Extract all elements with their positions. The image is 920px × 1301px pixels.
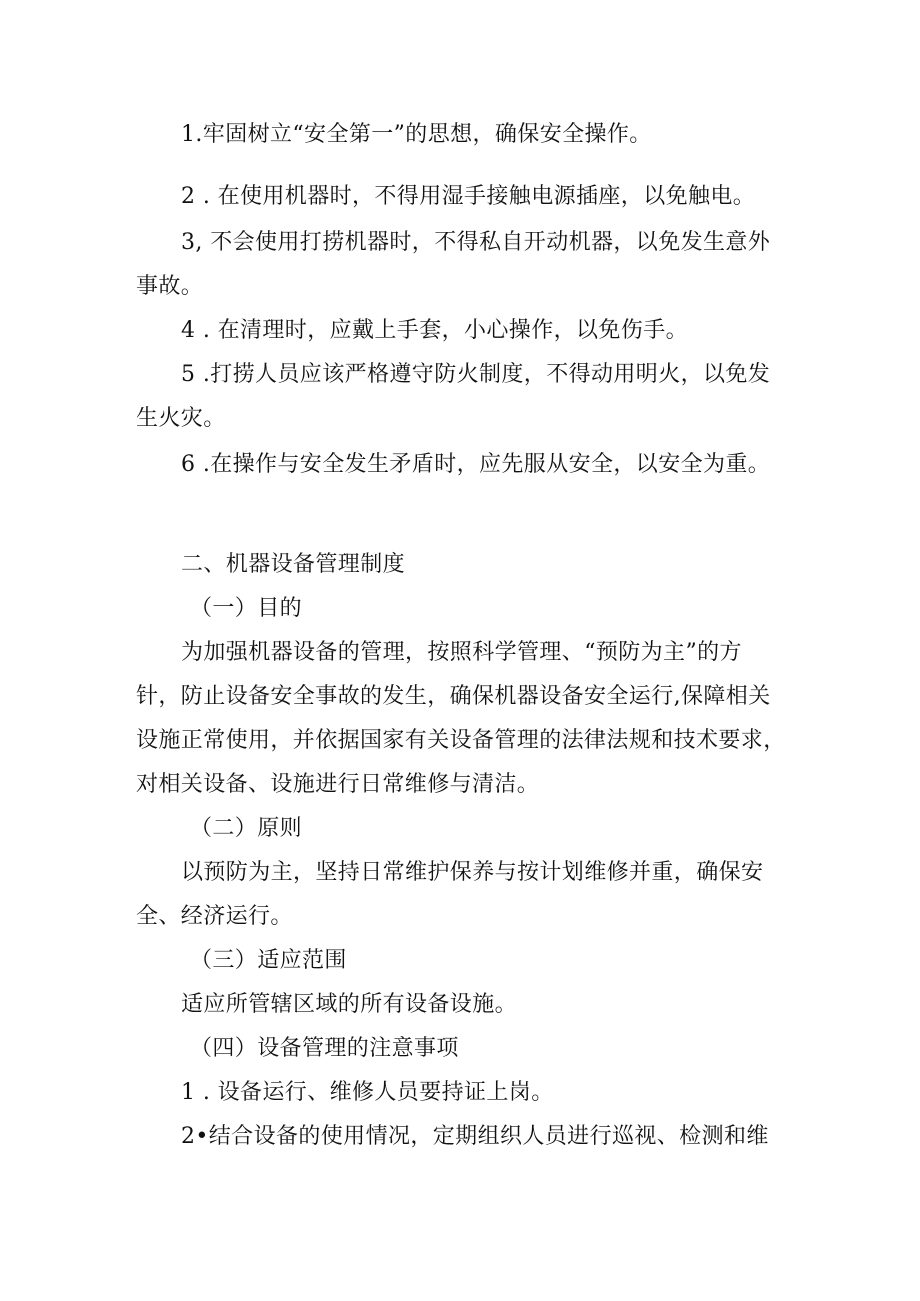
- rule-text: 牢固树立“安全第一”的思想，确保安全操作。: [202, 122, 652, 147]
- purpose-line-1: 为加强机器设备的管理，按照科学管理、“预防为主”的方: [181, 640, 742, 665]
- rule-3: [181, 228, 770, 258]
- item-text: 结合设备的使用情况，定期组织人员进行巡视、检测和维: [208, 1124, 769, 1149]
- rule-number: 1.: [181, 122, 203, 147]
- purpose-line-3: 设施正常使用，并依据国家有关设备管理的法律法规和技术要求，: [136, 728, 786, 753]
- rule-3-continuation: 事故。: [136, 274, 204, 299]
- rule-number: 2: [181, 184, 196, 209]
- principle-line-2: 全、经济运行。: [136, 904, 293, 929]
- item-number: 2•: [181, 1124, 209, 1149]
- rule-5-continuation: 生火灾。: [136, 406, 226, 431]
- principle-line-1: 以预防为主，坚持日常维护保养与按计划维修并重，确保安: [181, 860, 764, 885]
- rule-4: [181, 316, 688, 346]
- rule-6: [181, 450, 770, 480]
- rule-number: 5: [181, 362, 196, 387]
- principle-heading: （二）原则: [190, 816, 303, 841]
- rule-text: . 在使用机器时，不得用湿手接触电源插座，以免触电。: [202, 184, 756, 209]
- rule-1: [181, 120, 652, 150]
- section-heading: 二、机器设备管理制度: [181, 552, 406, 577]
- rule-number: 4: [181, 318, 196, 343]
- notes-item-2: [181, 1122, 769, 1152]
- scope-line-1: 适应所管辖区域的所有设备设施。: [181, 992, 518, 1017]
- item-number: 1: [181, 1080, 196, 1105]
- rule-number: 3,: [181, 230, 203, 255]
- rule-number: 6: [181, 452, 196, 477]
- rule-text: 不会使用打捞机器时，不得私自开动机器，以免发生意外: [210, 230, 771, 255]
- rule-2: [181, 182, 755, 212]
- rule-text: .在操作与安全发生矛盾时，应先服从安全，以安全为重。: [202, 452, 771, 477]
- rule-text: . 在清理时，应戴上手套，小心操作，以免伤手。: [202, 318, 689, 343]
- rule-5: [181, 360, 770, 390]
- rule-text: .打捞人员应该严格遵守防火制度，不得动用明火，以免发: [202, 362, 771, 387]
- purpose-heading: （一）目的: [190, 596, 303, 621]
- notes-heading: （四）设备管理的注意事项: [190, 1036, 459, 1061]
- purpose-line-2: 针，防止设备安全事故的发生，确保机器设备安全运行,保障相关: [136, 684, 771, 709]
- notes-item-1: [181, 1078, 554, 1108]
- item-text: . 设备运行、维修人员要持证上岗。: [202, 1080, 554, 1105]
- purpose-line-4: 对相关设备、设施进行日常维修与清洁。: [136, 772, 540, 797]
- scope-heading: （三）适应范围: [190, 948, 347, 973]
